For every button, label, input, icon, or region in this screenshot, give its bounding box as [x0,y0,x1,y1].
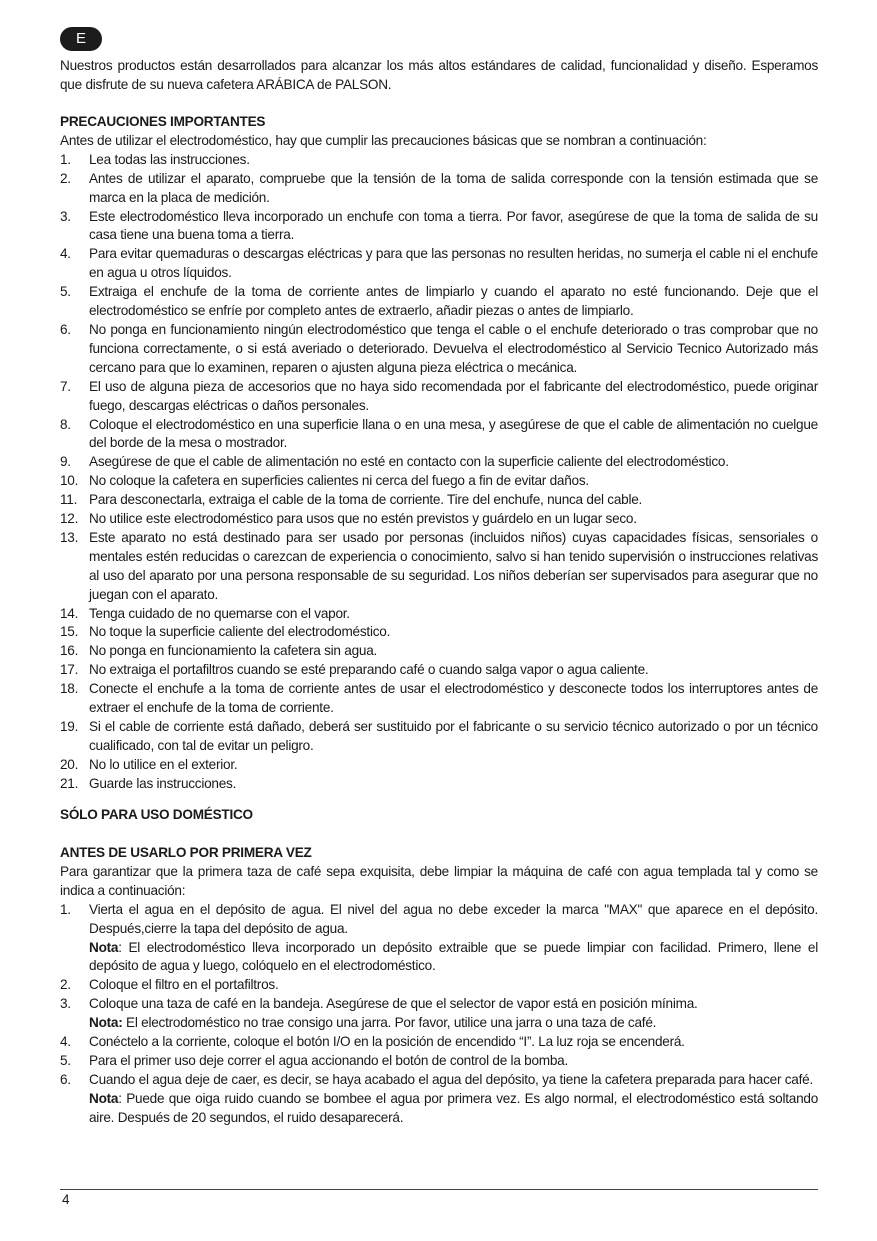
note-text: : El electrodoméstico lleva incorporado un depósito extraible que se puede limpiar con facilidad. Primero, llene el depósito de agua y luego, colóquelo en el electrodoméstico. [89,939,818,974]
list-item-number: 12. [60,511,79,527]
list-item-text: Guarde las instrucciones. [89,775,237,791]
list-item-text: Coloque el filtro en el portafiltros. [89,977,279,993]
list-item-text: Cuando el agua deje de caer, es decir, se haya acabado el agua del depósito, ya tiene la cafetera preparada para hacer café. [89,1071,813,1087]
precaution-item [60,661,818,680]
list-item-text: Lea todas las instrucciones. [89,151,250,167]
precaution-item [60,208,818,246]
precaution-item [60,378,818,416]
list-item-text: Si el cable de corriente está dañado, deberá ser sustituido por el fabricante o su servicio técnico autorizado o por un técnico cualificado, con tal de evitar un peligro. [89,719,818,753]
page-number: 4 [62,1192,70,1207]
list-item-number: 16. [60,643,79,659]
list-item-text: El uso de alguna pieza de accesorios que no haya sido recomendada por el fabricante del electrodoméstico, puede originar fuego, descargas eléctricas o daños personales. [89,378,818,413]
precaution-item [60,756,818,775]
list-item-note [89,1090,818,1128]
list-item-number: 1. [60,901,71,917]
list-item-text: Este electrodoméstico lleva incorporado un enchufe con toma a tierra. Por favor, asegúrese de que la toma de salida de su casa tiene una buena toma a tierra. [89,208,818,243]
language-badge: E [60,27,102,51]
list-item-text: Vierta el agua en el depósito de agua. El nivel del agua no debe exceder la marca "MAX" que aparece en el depósito. Después,cierre la tapa del depósito de agua. [89,901,818,936]
first-use-section [60,844,818,1128]
list-item-text: No ponga en funcionamiento ningún electrodoméstico que tenga el cable o el enchufe deteriorado o tras comprobar que no funciona correctamente, o si está averiado o deteriorado. Devuelva el electrodoméstico al Servicio Tecnico Autorizado más cercano para que lo examinen, reparen o ajusten alguna pieza eléctrica o mecánica. [89,321,818,375]
first-use-step [60,1033,818,1052]
list-item-text: Conecte el enchufe a la toma de corriente antes de usar el electrodoméstico y desconecte todos los interruptores antes de extraer el enchufe de la toma de corriente. [89,681,818,716]
list-item-text: Asegúrese de que el cable de alimentación no esté en contacto con la superficie caliente del electrodoméstico. [89,454,729,470]
domestic-heading: SÓLO PARA USO DOMÉSTICO [60,807,253,822]
list-item-text: No lo utilice en el exterior. [89,756,238,772]
list-item-number: 5. [60,284,71,300]
list-item-number: 2. [60,977,71,993]
list-item-number: 17. [60,662,79,678]
list-item-number: 5. [60,1052,71,1068]
list-item-number: 3. [60,208,71,224]
precaution-item [60,170,818,208]
list-item-text: No utilice este electrodoméstico para usos que no estén previstos y guárdelo en un lugar seco. [89,511,637,527]
list-item-text: No ponga en funcionamiento la cafetera sin agua. [89,643,378,659]
first-use-step [60,901,818,977]
list-item-note [89,1014,818,1033]
list-item-text: Coloque el electrodoméstico en una superficie llana o en una mesa, y asegúrese de que el cable de alimentación no cuelgue del borde de la mesa o mostrador. [89,416,818,451]
first-use-step [60,1052,818,1071]
list-item-number: 6. [60,321,71,337]
note-label: Nota: [89,1015,123,1031]
precaution-item [60,472,818,491]
first-use-step [60,1071,818,1128]
list-item-number: 18. [60,681,79,697]
first-use-step [60,976,818,995]
precautions-lead: Antes de utilizar el electrodoméstico, hay que cumplir las precauciones básicas que se nombran a continuación: [60,132,707,148]
list-item-number: 8. [60,416,71,432]
list-item-text: Para desconectarla, extraiga el cable de la toma de corriente. Tire del enchufe, nunca del cable. [89,492,643,508]
precaution-item [60,529,818,605]
list-item-number: 15. [60,624,79,640]
list-item-number: 3. [60,996,71,1012]
precaution-item [60,283,818,321]
precaution-item [60,416,818,454]
list-item-number: 10. [60,473,79,489]
first-use-list [60,901,818,1128]
precaution-item [60,245,818,283]
list-item-text: Conéctelo a la corriente, coloque el botón I/O en la posición de encendido “I”. La luz roja se encenderá. [89,1034,685,1050]
first-use-lead: Para garantizar que la primera taza de café sepa exquisita, debe limpiar la máquina de café con agua templada tal y como se indica a continuación: [60,863,818,898]
note-label: Nota [89,1090,119,1106]
list-item-note [89,939,818,977]
intro-paragraph: Nuestros productos están desarrollados para alcanzar los más altos estándares de calidad, funcionalidad y diseño. Esperamos que disfrute de su nueva cafetera ARÁBICA de PALSON. [60,58,818,92]
precaution-item [60,642,818,661]
note-text: : Puede que oiga ruido cuando se bombee el agua por primera vez. Es algo normal, el electrodoméstico está soltando aire. Después de 20 segundos, el ruido desaparecerá. [89,1090,818,1125]
precaution-item [60,453,818,472]
precaution-item [60,491,818,510]
list-item-text: Este aparato no está destinado para ser usado por personas (incluidos niños) cuyas capacidades físicas, sensoriales o mentales estén reducidas o carezcan de experiencia o conocimiento, salvo si han tenido supervisión o instrucciones relativas al uso del aparato por una persona responsable de su seguridad. Los niños deberían ser supervisados para asegurar que no juegan con el aparato. [89,529,818,602]
list-item-text: Antes de utilizar el aparato, compruebe que la tensión de la toma de salida corresponde con la tensión estimada que se marca en la placa de medición. [89,170,818,205]
list-item-number: 7. [60,378,71,394]
list-item-text: No extraiga el portafiltros cuando se esté preparando café o cuando salga vapor o agua caliente. [89,662,649,678]
precaution-item [60,151,818,170]
list-item-number: 21. [60,775,79,791]
precaution-item [60,510,818,529]
precaution-item [60,718,818,756]
list-item-text: No toque la superficie caliente del electrodoméstico. [89,624,391,640]
list-item-number: 4. [60,246,71,262]
first-use-heading: ANTES DE USARLO POR PRIMERA VEZ [60,845,312,860]
precaution-item [60,680,818,718]
precautions-section [60,113,818,794]
list-item-number: 6. [60,1071,71,1087]
list-item-text: Tenga cuidado de no quemarse con el vapor. [89,605,350,621]
list-item-number: 2. [60,170,71,186]
domestic-section [60,806,818,825]
footer-divider [60,1189,818,1190]
list-item-number: 14. [60,605,79,621]
list-item-text: Extraiga el enchufe de la toma de corriente antes de limpiarlo y cuando el aparato no esté funcionando. Deje que el electrodoméstico se enfríe por completo antes de extraerlo, añadir piezas o antes de limpiarlo. [89,284,818,319]
precaution-item [60,321,818,378]
precaution-item [60,623,818,642]
precautions-heading: PRECAUCIONES IMPORTANTES [60,114,266,129]
note-text: El electrodoméstico no trae consigo una jarra. Por favor, utilice una jarra o una taza de café. [122,1015,657,1031]
list-item-number: 13. [60,529,79,545]
list-item-number: 19. [60,719,79,734]
list-item-text: Para evitar quemaduras o descargas eléctricas y para que las personas no resulten heridas, no sumerja el cable ni el enchufe en agua u otros líquidos. [89,246,818,281]
list-item-text: Coloque una taza de café en la bandeja. Asegúrese de que el selector de vapor está en posición mínima. [89,996,698,1012]
list-item-text: No coloque la cafetera en superficies calientes ni cerca del fuego a fin de evitar daños. [89,473,589,489]
list-item-number: 9. [60,454,71,470]
list-item-number: 1. [60,151,71,167]
list-item-text: Para el primer uso deje correr el agua accionando el botón de control de la bomba. [89,1052,568,1068]
precaution-item [60,605,818,624]
list-item-number: 4. [60,1034,71,1050]
note-label: Nota [89,939,119,955]
precautions-list [60,151,818,794]
list-item-number: 20. [60,756,79,772]
precaution-item [60,775,818,794]
first-use-step [60,995,818,1033]
list-item-number: 11. [60,492,78,508]
